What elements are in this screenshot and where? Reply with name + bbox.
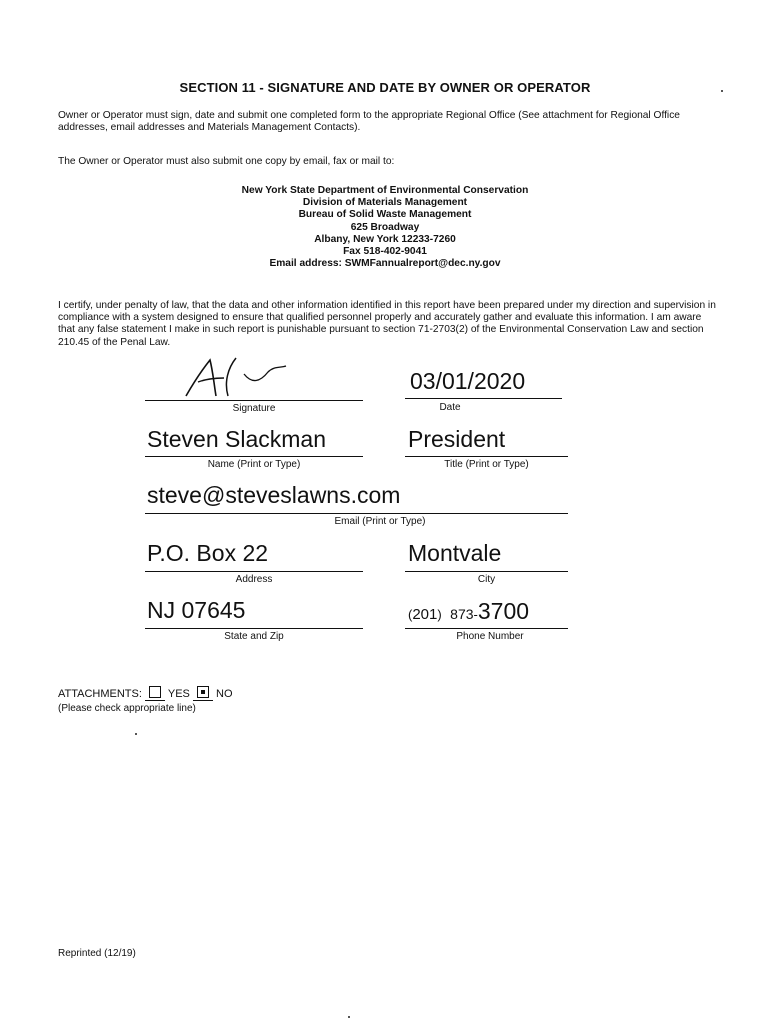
no-checkbox[interactable] (197, 686, 209, 698)
name-label: Name (Print or Type) (207, 459, 301, 470)
phone-line-number: 3700 (477, 598, 530, 624)
state-zip-line (145, 628, 363, 629)
title-value[interactable]: President (408, 426, 506, 452)
scan-speck (135, 733, 137, 735)
attachments-row (58, 686, 233, 701)
address-line (145, 571, 363, 572)
signature-line (145, 400, 363, 401)
address-line-email: Email address: SWMFannualreport@dec.ny.gov (269, 258, 501, 270)
date-line (405, 398, 562, 399)
phone-number-field[interactable]: (201) 873-3700 (408, 598, 530, 624)
address-value[interactable]: P.O. Box 22 (147, 540, 269, 566)
address-line-street: 625 Broadway (350, 221, 420, 233)
city-line (405, 571, 568, 572)
attachments-note: (Please check appropriate line) (58, 703, 196, 714)
title-label: Title (Print or Type) (444, 459, 529, 470)
email-value[interactable]: steve@steveslawns.com (147, 482, 401, 508)
section-title: SECTION 11 - SIGNATURE AND DATE BY OWNER OR OPERATOR (179, 80, 591, 95)
title-line (405, 456, 568, 457)
phone-line (405, 628, 568, 629)
address-line-fax: Fax 518-402-9041 (343, 246, 427, 258)
email-line (145, 513, 568, 514)
submission-instructions: Owner or Operator must sign, date and submit one completed form to the appropriate Regional Office (See attachment for Regional Office addresses, email addresses and Materials Management Contacts). (58, 110, 680, 134)
address-line-division: Division of Materials Management (302, 197, 468, 209)
date-value[interactable]: 03/01/2020 (410, 368, 526, 394)
address-line-agency: New York State Department of Environmental Conservation (241, 185, 529, 196)
state-zip-label: State and Zip (224, 631, 284, 642)
phone-prefix: 873 (450, 606, 474, 622)
city-label: City (477, 574, 496, 585)
scan-speck (721, 90, 723, 92)
certification-statement: I certify, under penalty of law, that the data and other information identified in this report have been prepared under my direction and supervision in compliance with a system designed to ensure that qualified personnel properly and accurately gather and evaluate this information. I am aware that any false statement I make in such report is punishable pursuant to section 71-2703(2) of the Environmental Conservation Law and section 210.45 of the Penal Law. (58, 300, 716, 348)
signature-label: Signature (232, 403, 276, 414)
city-value[interactable]: Montvale (408, 540, 502, 566)
phone-label: Phone Number (456, 631, 524, 642)
address-line-bureau: Bureau of Solid Waste Management (298, 209, 472, 221)
checkbox-mark-icon (201, 690, 205, 694)
phone-area-code: 201 (412, 606, 438, 623)
reprint-date: Reprinted (12/19) (58, 948, 136, 959)
name-line (145, 456, 363, 457)
scan-speck (348, 1016, 350, 1018)
copy-instructions: The Owner or Operator must also submit one copy by email, fax or mail to: (58, 156, 395, 167)
date-label: Date (439, 402, 461, 413)
state-zip-value[interactable]: NJ 07645 (147, 597, 246, 623)
no-label: NO (216, 688, 233, 700)
handwritten-signature (180, 352, 300, 402)
name-value[interactable]: Steven Slackman (147, 426, 326, 452)
yes-checkbox[interactable] (149, 686, 161, 698)
mailing-address-block (0, 185, 770, 270)
address-label: Address (235, 574, 273, 585)
address-line-city: Albany, New York 12233-7260 (314, 233, 456, 245)
yes-label: YES (167, 688, 190, 700)
email-label: Email (Print or Type) (334, 516, 426, 527)
attachments-label: ATTACHMENTS: (58, 688, 142, 700)
